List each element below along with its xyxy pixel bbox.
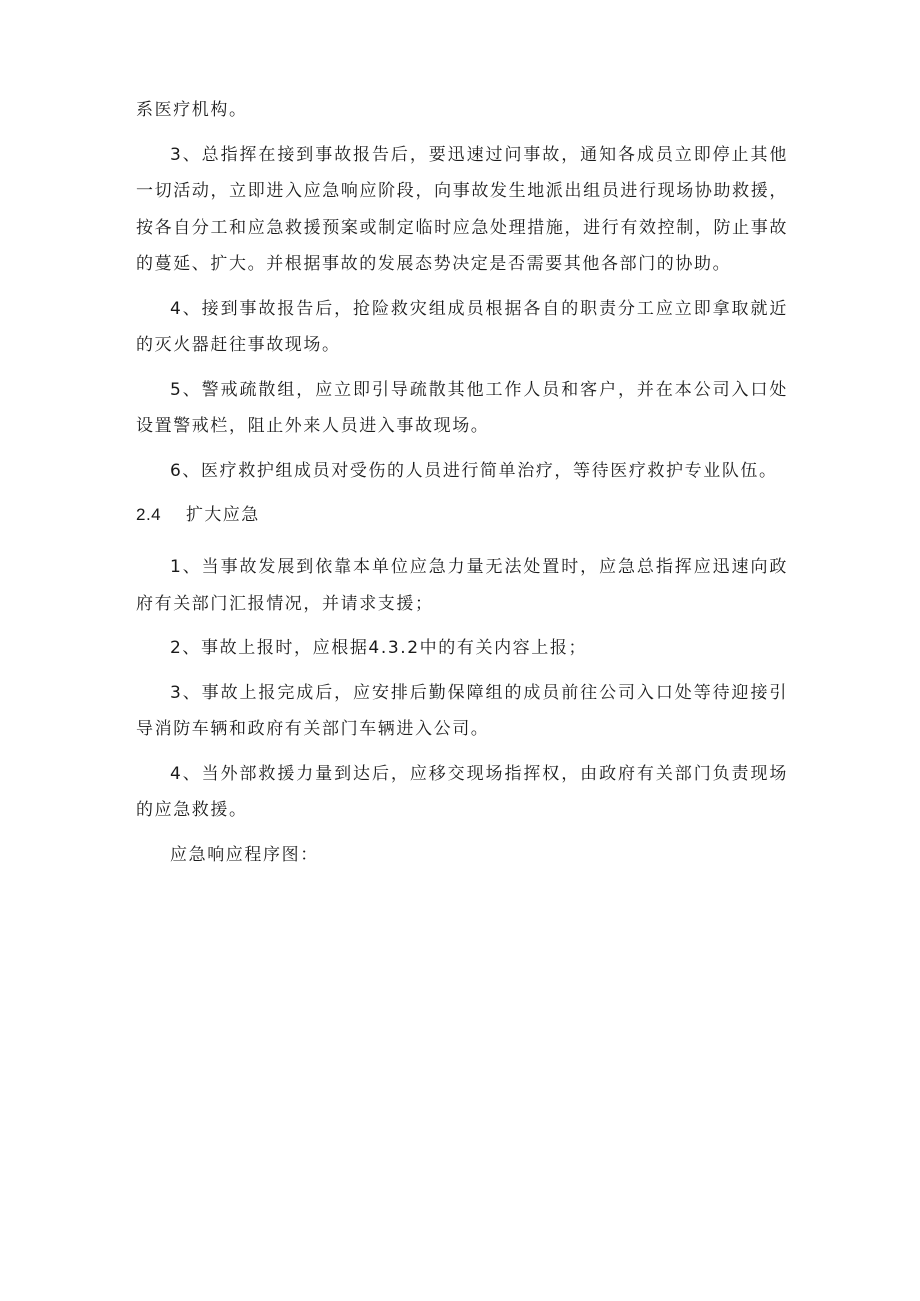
section-title: 扩大应急 bbox=[186, 505, 260, 525]
paragraph-expand-4: 4、当外部救援力量到达后，应移交现场指挥权，由政府有关部门负责现场的应急救援。 bbox=[136, 763, 788, 820]
paragraph-item-4: 4、接到事故报告后，抢险救灾组成员根据各自的职责分工应立即拿取就近的灭火器赶往事故现场。 bbox=[136, 298, 788, 355]
section-heading bbox=[136, 497, 788, 533]
paragraph-item-3: 3、总指挥在接到事故报告后，要迅速过问事故，通知各成员立即停止其他一切活动，立即进入应急响应阶段，向事故发生地派出组员进行现场协助救援，按各自分工和应急救援预案或制定临时应急处理措施，进行有效控制，防止事故的蔓延、扩大。并根据事故的发展态势决定是否需要其他各部门的协助。 bbox=[136, 144, 788, 274]
document-body bbox=[136, 92, 788, 873]
paragraph-expand-2: 2、事故上报时，应根据4.3.2中的有关内容上报； bbox=[170, 638, 588, 658]
paragraph-item-5: 5、警戒疏散组，应立即引导疏散其他工作人员和客户，并在本公司入口处设置警戒栏，阻止外来人员进入事故现场。 bbox=[136, 379, 788, 436]
paragraph-expand-1: 1、当事故发展到依靠本单位应急力量无法处置时，应急总指挥应迅速向政府有关部门汇报情况，并请求支援； bbox=[136, 557, 788, 614]
paragraph-flowchart-caption: 应急响应程序图： bbox=[170, 844, 319, 865]
paragraph-item-6: 6、医疗救护组成员对受伤的人员进行简单治疗，等待医疗救护专业队伍。 bbox=[170, 460, 778, 481]
paragraph-expand-3: 3、事故上报完成后，应安排后勤保障组的成员前往公司入口处等待迎接引导消防车辆和政府有关部门车辆进入公司。 bbox=[136, 682, 788, 739]
section-number: 2.4 bbox=[136, 505, 162, 524]
paragraph-continuation: 系医疗机构。 bbox=[136, 100, 248, 120]
